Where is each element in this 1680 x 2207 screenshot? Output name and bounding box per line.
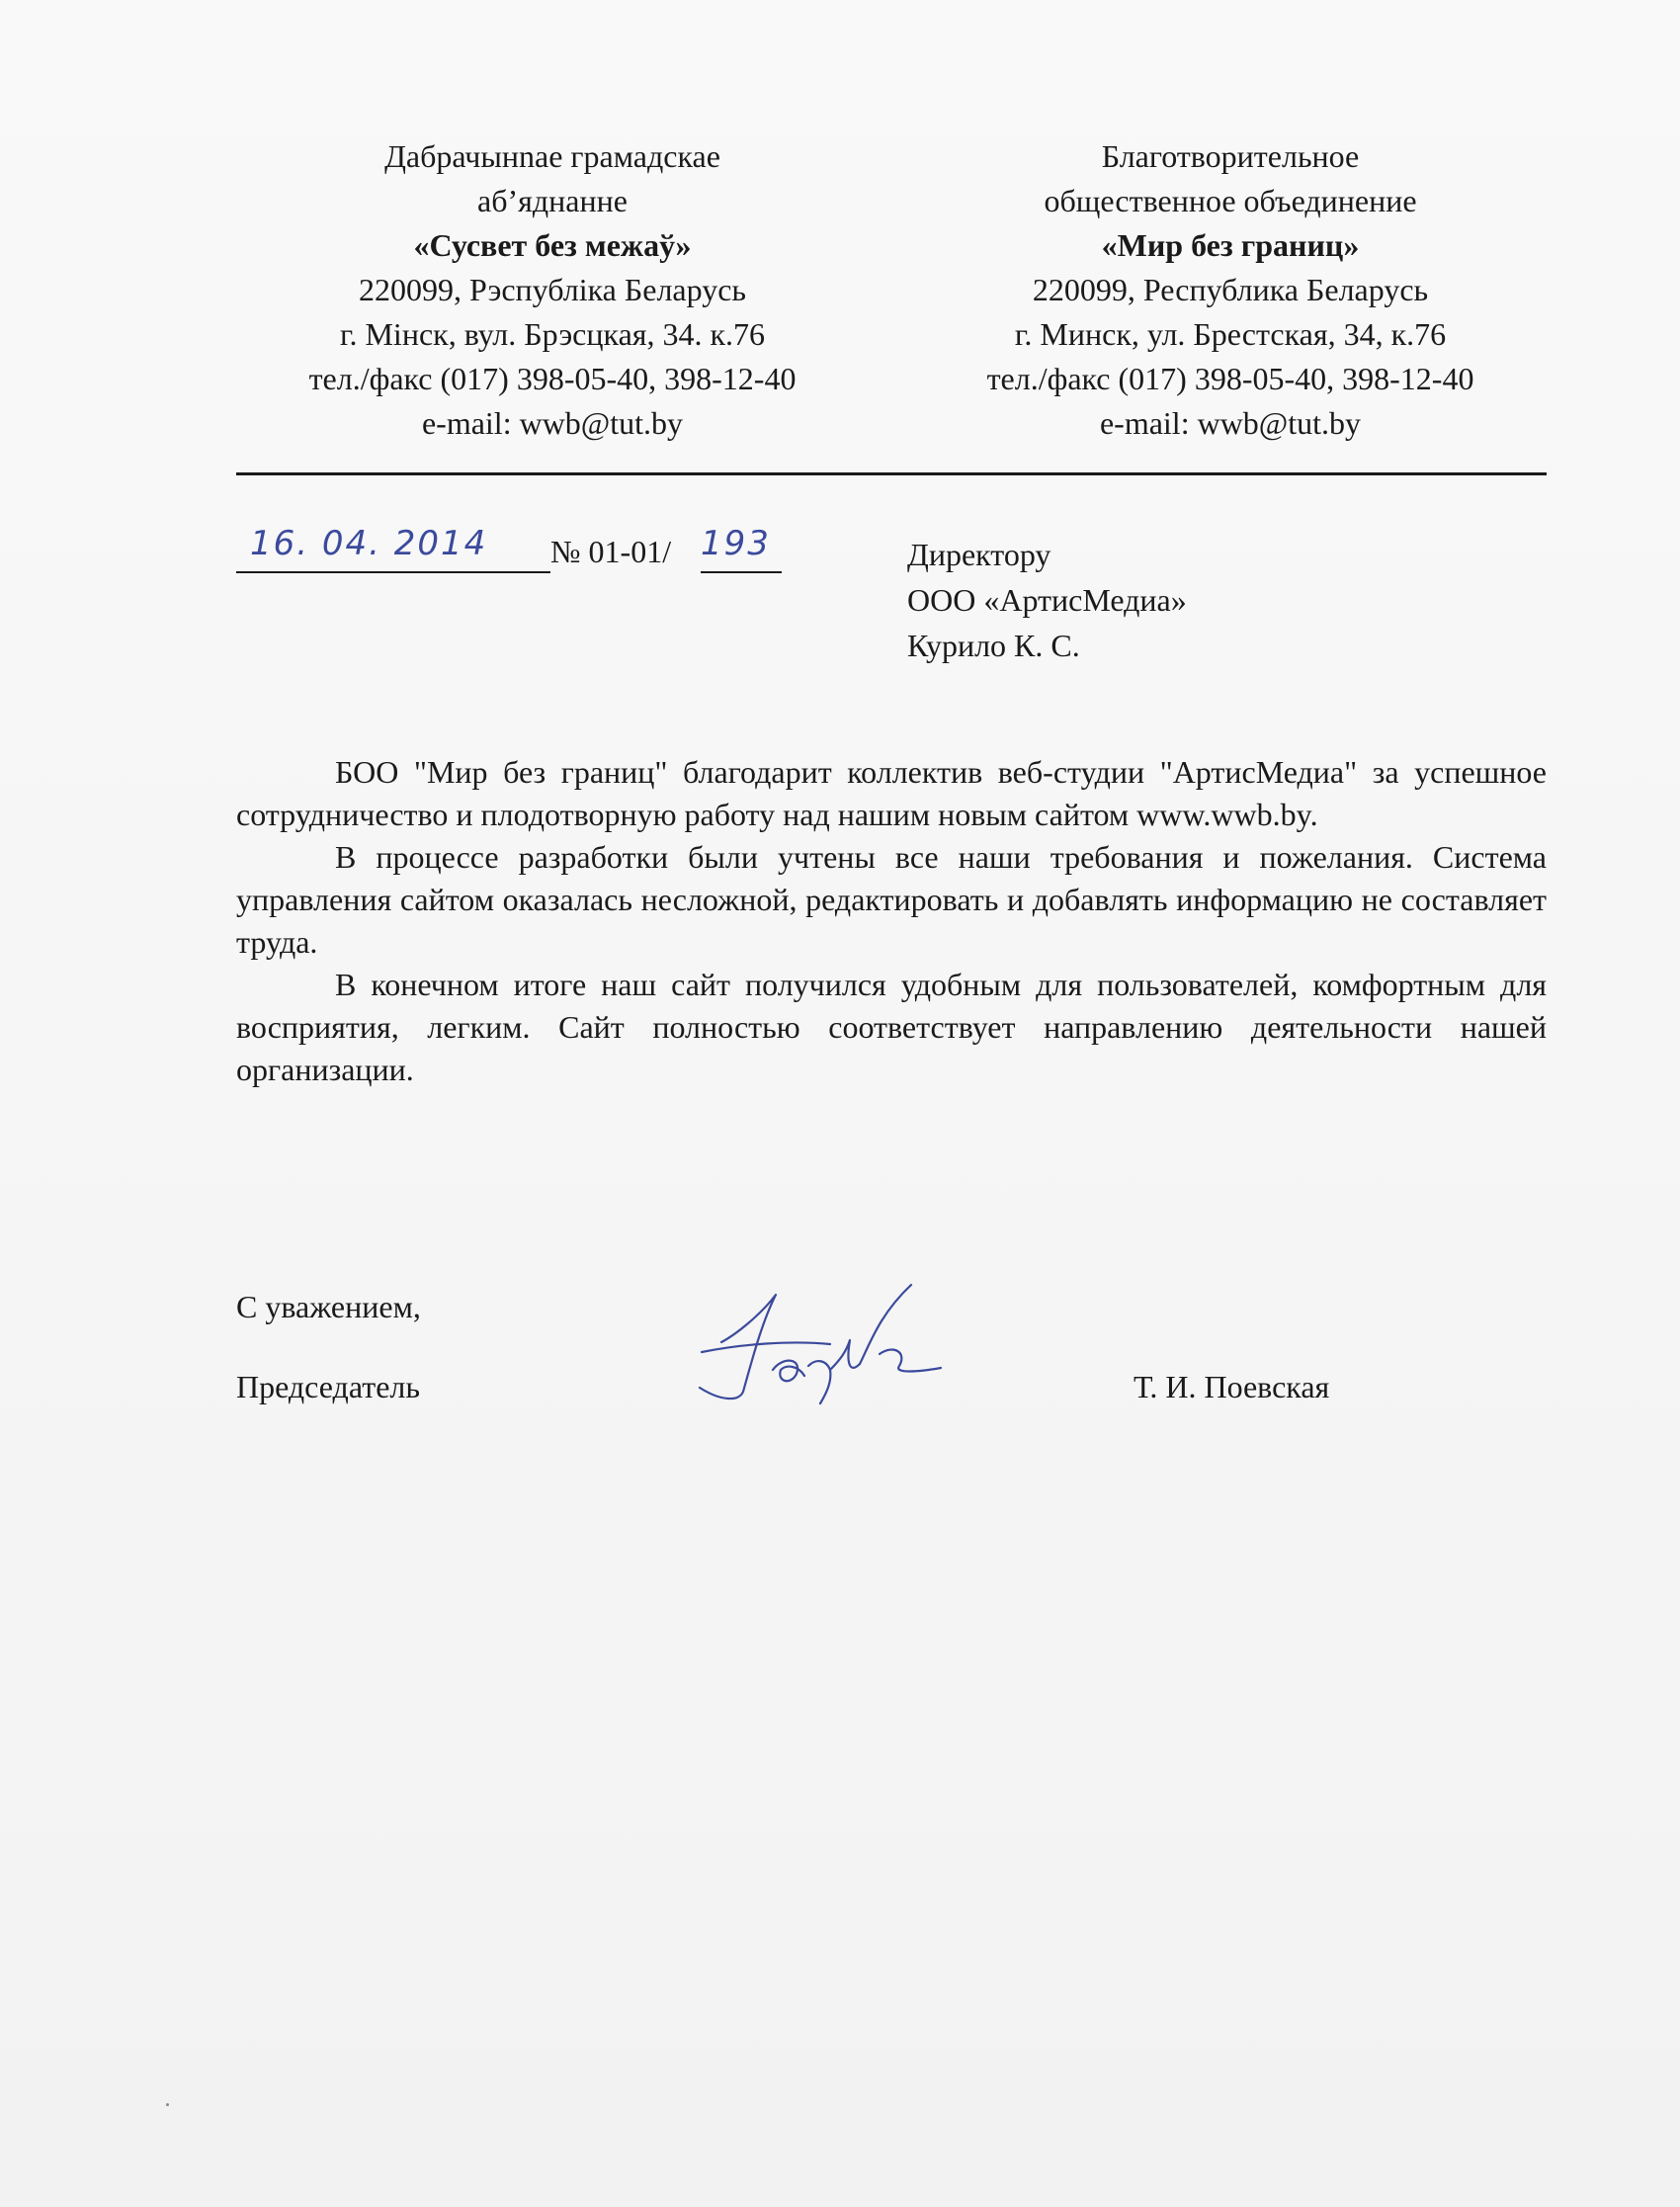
handwritten-date: 16. 04. 2014 xyxy=(250,524,488,563)
org-email: e-mail: wwb@tut.by xyxy=(1099,405,1362,441)
letterhead-belarusian xyxy=(236,134,869,446)
org-type-line1: Дабрачынnae грамадскае xyxy=(384,138,720,174)
org-type-line2: аб’яднанне xyxy=(477,183,628,218)
letterhead xyxy=(236,134,1547,441)
letter-body xyxy=(236,751,1547,1091)
body-paragraph: В конечном итоге наш сайт получился удобным для пользователей, комфортным для восприятия, легким. Сайт полностью соответствует направлению деятельности нашей организации. xyxy=(236,967,1547,1087)
org-address-street: г. Минск, ул. Брестская, 34, к.76 xyxy=(1014,316,1447,352)
org-address-street: г. Мінск, вул. Брэсцкая, 34. к.76 xyxy=(339,316,766,352)
addressee-company: ООО «АртисМедиа» xyxy=(907,582,1187,618)
org-name: «Сусвет без межаў» xyxy=(413,227,692,263)
org-address-country: 220099, Республика Беларусь xyxy=(1032,272,1429,307)
closing-salutation: С уважением, xyxy=(236,1289,421,1324)
paper-speck xyxy=(166,2103,169,2106)
org-type-line1: Благотворительное xyxy=(1101,138,1360,174)
date-underline xyxy=(236,571,550,573)
signer-position: Председатель xyxy=(236,1369,420,1404)
org-address-country: 220099, Рэспубліка Беларусь xyxy=(359,272,746,307)
body-paragraph: В процессе разработки были учтены все наши требования и пожелания. Система управления сайтом оказалась несложной, редактировать и добавлять информацию не составляет труда. xyxy=(236,839,1547,960)
body-paragraph: БОО "Мир без границ" благодарит коллектив веб-студии "АртисМедиа" за успешное сотрудничество и плодотворную работу над нашим новым сайтом www.wwb.by. xyxy=(236,754,1547,832)
letterhead-russian xyxy=(914,134,1547,446)
document-number-label: № 01-01/ xyxy=(550,534,672,569)
registration-line xyxy=(236,524,790,583)
addressee-block xyxy=(907,532,1187,668)
org-name: «Мир без границ» xyxy=(1101,227,1360,263)
org-type-line2: общественное объединение xyxy=(1044,183,1417,218)
addressee-name: Курило К. С. xyxy=(907,628,1080,663)
org-phone: тел./факс (017) 398-05-40, 398-12-40 xyxy=(986,361,1474,396)
header-divider xyxy=(236,472,1547,475)
signer-name: Т. И. Поевская xyxy=(1134,1369,1330,1404)
handwritten-number: 193 xyxy=(701,524,771,563)
org-email: e-mail: wwb@tut.by xyxy=(421,405,684,441)
org-phone: тел./факс (017) 398-05-40, 398-12-40 xyxy=(308,361,797,396)
addressee-title: Директору xyxy=(907,537,1051,572)
number-underline xyxy=(701,571,782,573)
handwritten-signature xyxy=(682,1275,978,1423)
